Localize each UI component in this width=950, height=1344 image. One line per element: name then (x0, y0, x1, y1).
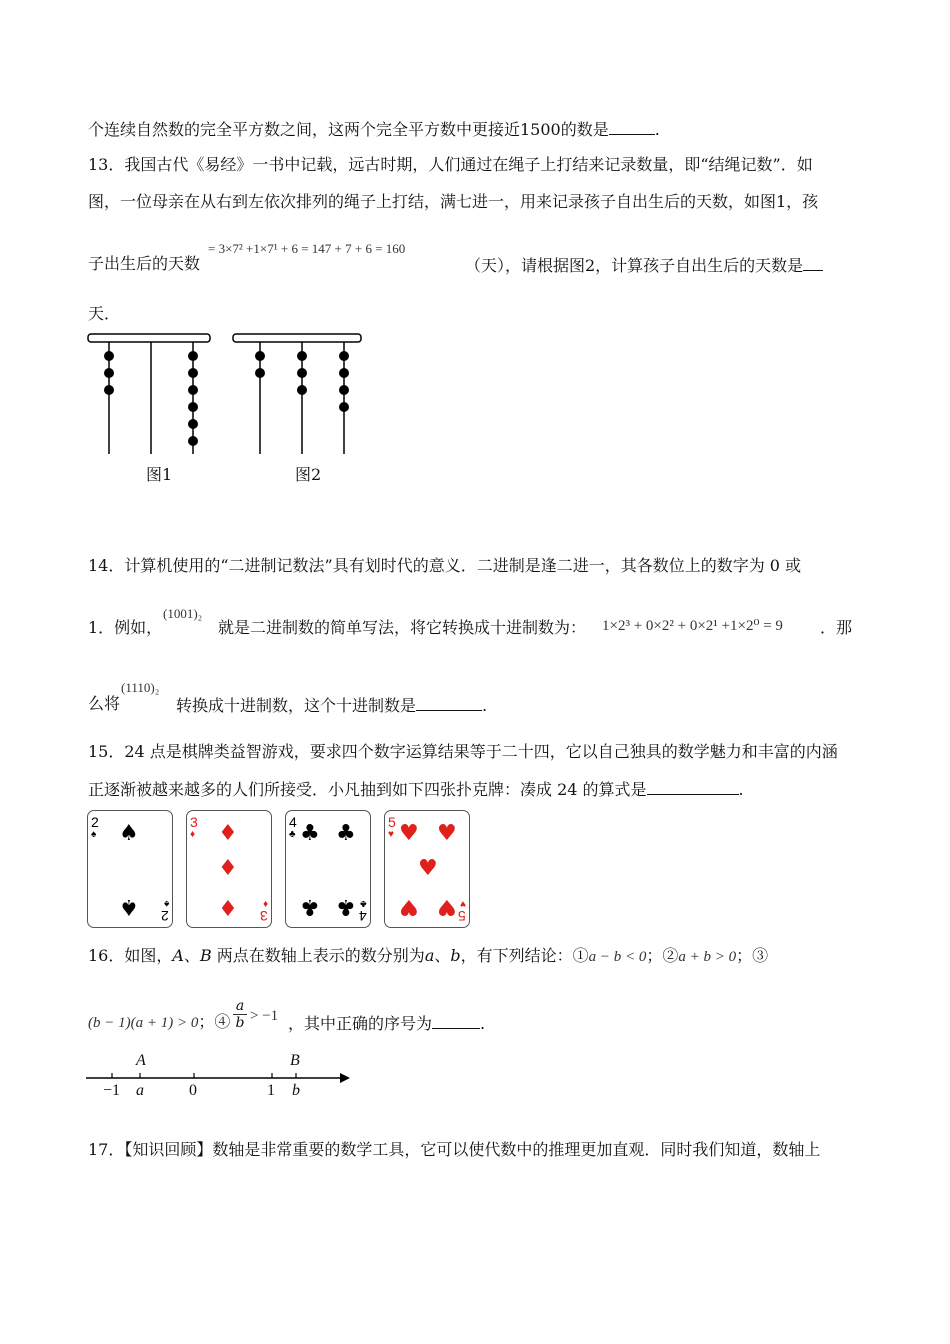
number-line (84, 1070, 354, 1084)
arrow-right-icon (340, 1073, 350, 1083)
tick-label-1: 1 (267, 1082, 275, 1099)
q13-line-4: 天． (88, 304, 121, 323)
point-A-label: A (136, 1052, 146, 1069)
q13-answer-blank[interactable] (803, 254, 823, 271)
heart-icon: ♥ (418, 856, 438, 881)
club-icon: ♣ (360, 898, 367, 909)
knot-figure-2 (233, 334, 361, 454)
knot-fig2-rope2 (297, 368, 307, 378)
knot-fig2-rope1 (255, 368, 265, 378)
knot-fig2-rope3 (339, 368, 349, 378)
q14-line-2: 1．例如， (88, 618, 163, 637)
q14-answer-blank[interactable] (416, 694, 482, 711)
heart-icon: ♥ (399, 894, 419, 919)
conclusion-4-fraction: a b (233, 998, 247, 1031)
club-icon: ♣ (300, 894, 320, 919)
q12-tail-text: 个连续自然数的完全平方数之间，这两个完全平方数中更接近1500的数是 (88, 120, 609, 139)
point-B-label: B (290, 1052, 300, 1069)
knot-figure-1 (88, 334, 210, 454)
club-icon: ♣ (336, 821, 356, 846)
q13-line-1: 13．我国古代《易经》一书中记载，远古时期，人们通过在绳子上打结来记录数量，即“结绳记数”．如 (88, 155, 813, 174)
knot-fig1-rope1 (104, 368, 114, 378)
knot-fig2-rope3 (339, 385, 349, 395)
knot-fig1-rope3 (188, 402, 198, 412)
diamond-icon: ♦ (262, 898, 268, 909)
knot-figures (80, 328, 380, 488)
q14-line-2b: 就是二进制数的简单写法，将它转换成十进制数为： (218, 618, 587, 637)
q14-line-3: 么将 (88, 694, 121, 713)
knot-fig2-rope2 (297, 385, 307, 395)
knot-fig2-rope3 (339, 402, 349, 412)
tick-label-neg1: −1 (103, 1082, 121, 1099)
diamond-icon: ♦ (190, 829, 196, 840)
q14-line-1: 14．计算机使用的“二进制记数法”具有划时代的意义．二进制是逢二进一，其各数位上的数字为 0 或 (88, 556, 802, 575)
q13-line-2: 图，一位母亲在从右到左依次排列的绳子上打结，满七进一，用来记录孩子自出生后的天数，如图1，孩 (88, 192, 819, 211)
knot-fig2-rope2 (297, 351, 307, 361)
q17-line-1: 17．【知识回顾】数轴是非常重要的数学工具，它可以使代数中的推理更加直观．同时我们知道，数轴上 (88, 1140, 821, 1159)
playing-card-5-hearts: 5 ♥ ♥ ♥ ♥ ♥ ♥ 5 ♥ (384, 810, 470, 928)
q13-line-3b: （天），请根据图2，计算孩子自出生后的天数是 (465, 254, 823, 276)
heart-icon: ♥ (388, 829, 394, 840)
heart-icon: ♥ (437, 821, 457, 846)
spade-icon: ♠ (119, 894, 139, 919)
spade-icon: ♠ (119, 821, 139, 846)
q12-tail-line: 个连续自然数的完全平方数之间，这两个完全平方数中更接近1500的数是 . (88, 120, 660, 139)
club-icon: ♣ (336, 894, 356, 919)
tick-label-a: a (136, 1082, 144, 1099)
club-icon: ♣ (289, 829, 296, 840)
q14-line-3b: 转换成十进制数，这个十进制数是 . (176, 696, 488, 715)
q16-answer-blank[interactable] (432, 1012, 480, 1029)
spade-icon: ♠ (163, 898, 169, 909)
playing-card-2-spades: 2 ♠ ♠ ♠ 2 ♠ (87, 810, 173, 928)
knot-fig2-rope3 (339, 351, 349, 361)
binary-1001: (1001)₂ (163, 606, 203, 621)
knot-fig2-rope1 (255, 351, 265, 361)
knot-fig1-rope3 (188, 368, 198, 378)
knot-fig1-rope3 (188, 351, 198, 361)
knot-fig1-rope3 (188, 419, 198, 429)
q16-line-1: 16．如图，A、B 两点在数轴上表示的数分别为a、b，有下列结论：①a − b < 0；②a + b > 0；③ (88, 946, 769, 965)
knot-fig1-rope3 (188, 436, 198, 446)
conclusion-3: (b − 1)(a + 1) > 0 (88, 1015, 199, 1031)
heart-icon: ♥ (460, 898, 466, 909)
conclusion-4: > −1 (250, 1008, 279, 1024)
playing-card-4-clubs: 4 ♣ ♣ ♣ ♣ ♣ 4 ♣ (285, 810, 371, 928)
heart-icon: ♥ (399, 821, 419, 846)
diamond-icon: ♦ (218, 856, 238, 881)
q14-formula: 1×2³ + 0×2² + 0×2¹ +1×2⁰ = 9 (602, 618, 783, 634)
tick-label-0: 0 (189, 1082, 197, 1099)
playing-card-3-diamonds: 3 ♦ ♦ ♦ ♦ 3 ♦ (186, 810, 272, 928)
q16-line-2: (b − 1)(a + 1) > 0；④ (88, 1012, 231, 1031)
q15-line-2: 正逐渐被越来越多的人们所接受．小凡抽到如下四张扑克牌：凑成 24 的算式是 . (88, 780, 744, 799)
knot-fig1-rope3 (188, 385, 198, 395)
tick-label-b: b (292, 1082, 300, 1099)
knot-fig1-rope1 (104, 351, 114, 361)
conclusion-2: a + b > 0 (678, 949, 737, 965)
figure-2-label: 图2 (295, 465, 322, 484)
q15-line-1: 15．24 点是棋牌类益智游戏，要求四个数字运算结果等于二十四，它以自己独具的数学魅力和丰富的内涵 (88, 742, 838, 761)
club-icon: ♣ (300, 821, 320, 846)
binary-1110: (1110)₂ (121, 680, 160, 695)
q12-answer-blank[interactable] (609, 118, 655, 135)
diamond-icon: ♦ (218, 894, 238, 919)
q13-formula: = 3×7² +1×7¹ + 6 = 147 + 7 + 6 = 160 (208, 241, 406, 256)
conclusion-1: a − b < 0 (588, 949, 647, 965)
figure-1-label: 图1 (146, 465, 173, 484)
spade-icon: ♠ (91, 829, 97, 840)
q14-line-2c: ．那 (820, 618, 853, 637)
diamond-icon: ♦ (218, 821, 238, 846)
heart-icon: ♥ (437, 894, 457, 919)
q13-line-3: 子出生后的天数 (88, 254, 201, 273)
q16-line-2b: ，其中正确的序号为 . (288, 1014, 486, 1033)
knot-fig1-rope1 (104, 385, 114, 395)
q15-answer-blank[interactable] (647, 778, 739, 795)
